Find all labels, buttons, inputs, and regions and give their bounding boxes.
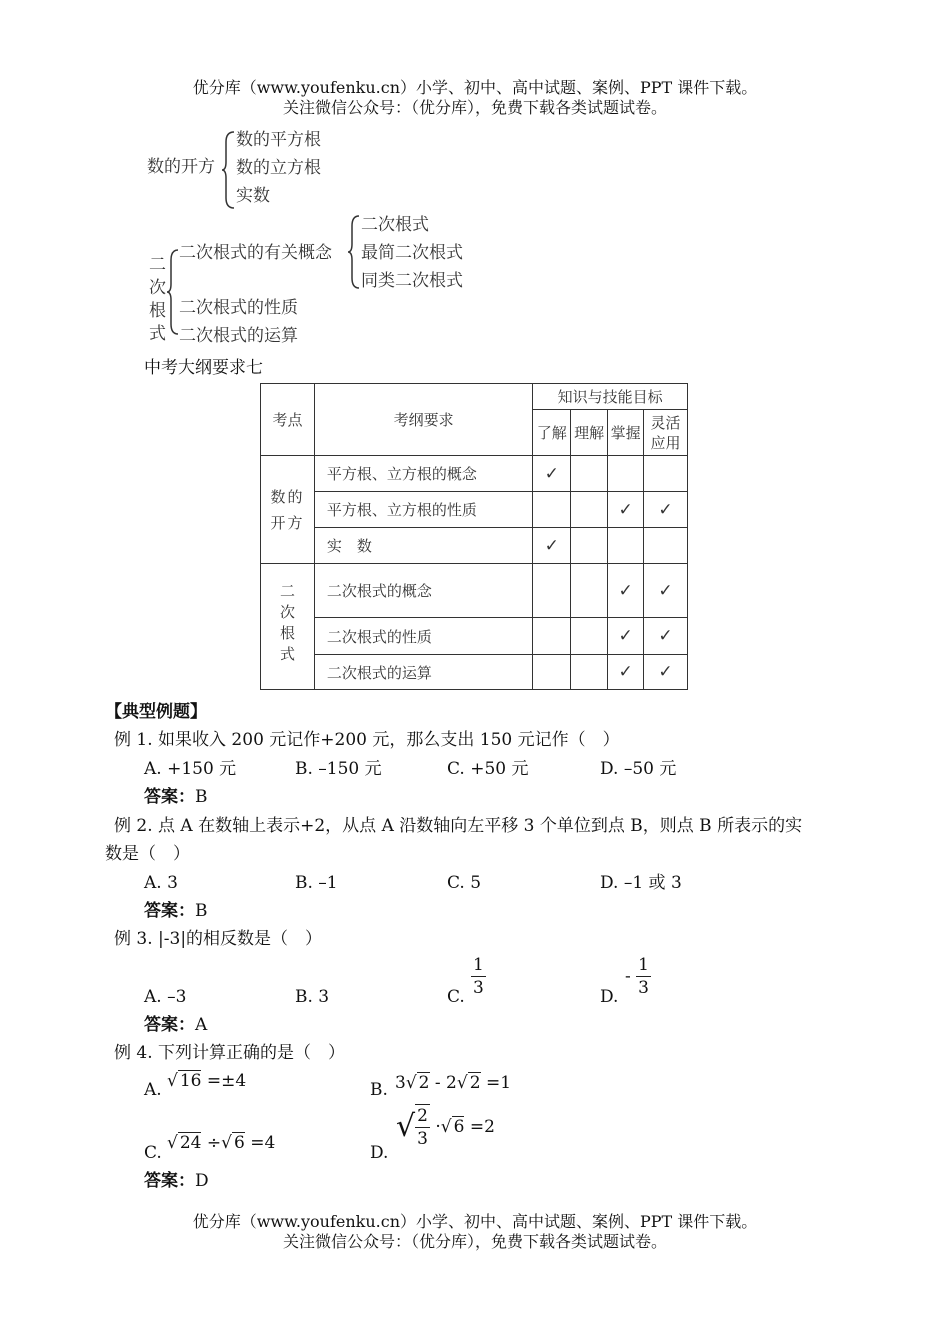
expr-rest: =±4 xyxy=(201,1071,247,1091)
group-name-text: 数的开方 xyxy=(270,487,305,532)
check-cell xyxy=(533,618,571,655)
answer-value: B xyxy=(195,787,208,807)
radicand: 6 xyxy=(453,1117,465,1137)
fraction-numerator: 1 xyxy=(473,955,484,975)
q4-option-b-expr xyxy=(395,1072,511,1094)
check-icon: ✓ xyxy=(658,626,673,646)
q4-stem: 例 4. 下列计算正确的是（ ） xyxy=(114,1043,346,1063)
check-cell xyxy=(644,492,688,528)
level-header: 了解 xyxy=(533,410,571,456)
brace-2 xyxy=(166,248,180,336)
radical-sign: √ xyxy=(167,1133,178,1153)
q4-option-b-label: B. xyxy=(370,1080,388,1100)
syllabus-caption: 中考大纲要求七 xyxy=(144,358,263,378)
check-icon: ✓ xyxy=(618,580,633,601)
q1-option-d: D. –50 元 xyxy=(600,759,677,779)
q1-answer xyxy=(144,786,208,808)
answer-value: A xyxy=(195,1015,208,1035)
radical-sign: √ xyxy=(221,1133,232,1153)
q4-answer xyxy=(144,1170,209,1192)
answer-label: 答案： xyxy=(144,1015,195,1035)
fraction-denominator: 3 xyxy=(638,978,649,998)
level-header: 理解 xyxy=(571,410,608,456)
radical-sign: √ xyxy=(405,1073,417,1093)
q3-answer xyxy=(144,1014,207,1036)
radicand: 16 xyxy=(179,1071,202,1091)
fraction-numerator: 1 xyxy=(638,955,649,975)
requirement-cell: 二次根式的概念 xyxy=(314,564,532,618)
radical-sign: √ xyxy=(456,1073,468,1093)
q3-option-d: D. xyxy=(600,987,619,1007)
table-row xyxy=(261,492,688,528)
check-cell xyxy=(608,528,644,564)
check-cell xyxy=(533,456,571,492)
q3-option-d-fraction xyxy=(625,954,651,999)
q2-answer xyxy=(144,900,208,922)
answer-value: B xyxy=(195,901,208,921)
mindmap-item: 实数 xyxy=(236,186,270,206)
syllabus-table xyxy=(260,383,688,690)
expr-mid: ÷ xyxy=(201,1133,222,1153)
expr-mid: - 2 xyxy=(429,1073,457,1093)
q4-option-c-label: C. xyxy=(144,1143,162,1163)
requirement-cell: 二次根式的运算 xyxy=(314,655,532,690)
check-icon: ✓ xyxy=(618,626,633,646)
check-cell xyxy=(644,564,688,618)
check-cell xyxy=(533,564,571,618)
answer-label: 答案： xyxy=(144,901,195,921)
check-cell xyxy=(571,528,608,564)
check-cell xyxy=(533,492,571,528)
col-header-goal: 知识与技能目标 xyxy=(533,384,688,410)
check-cell xyxy=(608,564,644,618)
footer-line-2: 关注微信公众号：（优分库），免费下载各类试题试卷。 xyxy=(282,1232,667,1251)
check-icon: ✓ xyxy=(658,499,673,520)
mindmap-branch-2: 二次根式的性质 xyxy=(179,298,298,318)
mindmap-root-1: 数的开方 xyxy=(147,157,215,177)
check-cell xyxy=(571,564,608,618)
mindmap-branch-3: 二次根式的运算 xyxy=(179,326,298,346)
table-row xyxy=(261,618,688,655)
mindmap-item: 数的立方根 xyxy=(236,158,321,178)
mindmap-branch-1-item: 同类二次根式 xyxy=(361,271,463,291)
brace-3 xyxy=(347,214,361,290)
mindmap-branch-1-item: 二次根式 xyxy=(361,215,429,235)
check-cell xyxy=(571,456,608,492)
group-name xyxy=(261,456,315,564)
level-header: 掌握 xyxy=(608,410,644,456)
check-cell xyxy=(608,618,644,655)
radical-sign: √ xyxy=(167,1071,178,1091)
requirement-cell: 平方根、立方根的性质 xyxy=(314,492,532,528)
q2-option-a: A. 3 xyxy=(144,873,178,893)
q1-option-b: B. –150 元 xyxy=(295,759,382,779)
q4-option-c-expr xyxy=(167,1132,275,1154)
q3-option-b: B. 3 xyxy=(295,987,330,1007)
check-icon: ✓ xyxy=(658,580,673,601)
header-line-1: 优分库（www.youfenku.cn）小学、初中、高中试题、案例、PPT 课件下载。 xyxy=(192,78,758,97)
mindmap-root-2: 二次根式 xyxy=(145,255,165,347)
coefficient: 3 xyxy=(395,1073,406,1093)
expr-rest: =4 xyxy=(244,1133,276,1153)
answer-label: 答案： xyxy=(144,787,195,807)
radicand: 24 xyxy=(179,1133,202,1153)
header-line-2: 关注微信公众号：（优分库），免费下载各类试题试卷。 xyxy=(282,98,667,117)
expr-rest: =1 xyxy=(480,1073,512,1093)
group-name xyxy=(261,564,315,690)
group-name-text: 二次根式 xyxy=(277,582,296,667)
q4-option-d-label: D. xyxy=(370,1143,389,1163)
fraction-denominator: 3 xyxy=(473,978,484,998)
q4-option-a-label: A. xyxy=(144,1080,162,1100)
radical-sign: √ xyxy=(396,1109,416,1144)
fraction-numerator: 2 xyxy=(417,1106,428,1126)
requirement-cell: 二次根式的性质 xyxy=(314,618,532,655)
fraction-denominator: 3 xyxy=(417,1129,428,1149)
q3-option-c-fraction xyxy=(471,954,486,999)
q4-option-d-expr xyxy=(396,1104,495,1150)
q4-option-a-expr xyxy=(167,1070,246,1092)
q3-option-a: A. –3 xyxy=(144,987,187,1007)
requirement-cell: 实 数 xyxy=(314,528,532,564)
q3-option-c: C. xyxy=(447,987,465,1007)
answer-value: D xyxy=(195,1171,209,1191)
check-cell xyxy=(644,528,688,564)
q2-option-c: C. 5 xyxy=(447,873,482,893)
col-header-requirement: 考纲要求 xyxy=(314,384,532,456)
check-cell xyxy=(608,492,644,528)
requirement-cell: 平方根、立方根的概念 xyxy=(314,456,532,492)
q1-stem: 例 1. 如果收入 200 元记作+200 元，那么支出 150 元记作（ ） xyxy=(114,730,620,750)
col-header-point: 考点 xyxy=(261,384,315,456)
table-row xyxy=(261,564,688,618)
check-icon: ✓ xyxy=(658,662,673,682)
q1-option-c: C. +50 元 xyxy=(447,759,529,779)
check-cell xyxy=(571,655,608,690)
q3-stem: 例 3. |-3|的相反数是（ ） xyxy=(114,929,323,949)
check-cell xyxy=(608,456,644,492)
check-icon: ✓ xyxy=(544,535,559,556)
q2-stem-line-1: 例 2. 点 A 在数轴上表示+2，从点 A 沿数轴向左平移 3 个单位到点 B，则点 B 所表示的实 xyxy=(114,816,803,836)
q2-stem-line-2: 数是（ ） xyxy=(105,844,190,864)
expr-mid: · xyxy=(429,1117,441,1137)
check-icon: ✓ xyxy=(618,499,633,520)
section-title: 【典型例题】 xyxy=(105,702,207,722)
check-cell xyxy=(644,456,688,492)
check-cell xyxy=(608,655,644,690)
answer-label: 答案： xyxy=(144,1171,195,1191)
mindmap-item: 数的平方根 xyxy=(236,130,321,150)
check-cell xyxy=(533,528,571,564)
check-cell xyxy=(644,655,688,690)
q1-option-a: A. +150 元 xyxy=(144,759,237,779)
check-icon: ✓ xyxy=(618,662,633,682)
table-row xyxy=(261,456,688,492)
mindmap-branch-1-item: 最简二次根式 xyxy=(361,243,463,263)
radical-sign: √ xyxy=(440,1117,452,1137)
radicand: 2 xyxy=(418,1073,430,1093)
mindmap-branch-1: 二次根式的有关概念 xyxy=(179,243,332,263)
radicand: 6 xyxy=(233,1133,245,1153)
level-header: 灵活应用 xyxy=(644,410,688,456)
table-row xyxy=(261,528,688,564)
q2-option-d: D. –1 或 3 xyxy=(600,873,682,893)
check-icon: ✓ xyxy=(544,463,559,484)
minus-sign: - xyxy=(625,966,631,987)
check-cell xyxy=(571,492,608,528)
check-cell xyxy=(533,655,571,690)
check-cell xyxy=(644,618,688,655)
expr-rest: =2 xyxy=(464,1117,495,1137)
radicand: 2 xyxy=(469,1073,481,1093)
footer-line-1: 优分库（www.youfenku.cn）小学、初中、高中试题、案例、PPT 课件下载。 xyxy=(192,1212,758,1231)
table-row xyxy=(261,655,688,690)
brace-1 xyxy=(222,130,236,210)
check-cell xyxy=(571,618,608,655)
q2-option-b: B. –1 xyxy=(295,873,338,893)
